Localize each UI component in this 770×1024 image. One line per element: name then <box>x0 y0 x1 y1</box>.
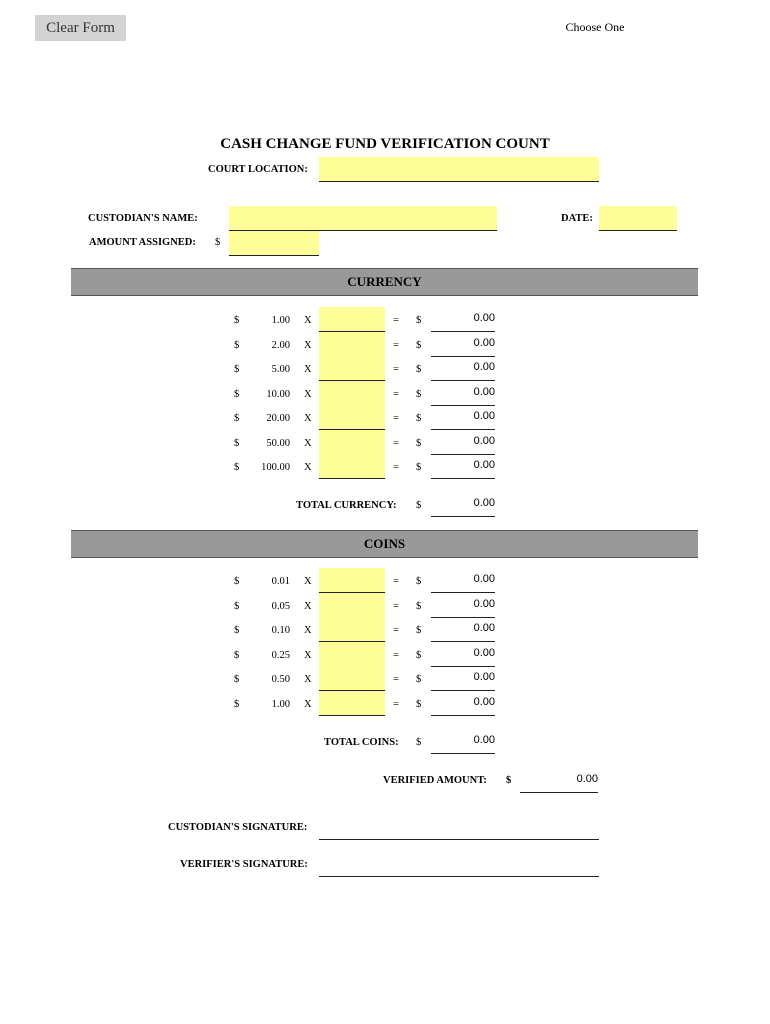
row-dollar: $ <box>234 625 240 636</box>
denomination: 10.00 <box>266 388 290 400</box>
denomination: 1.00 <box>271 315 290 326</box>
equals-sign: = <box>393 625 399 636</box>
count-input[interactable] <box>319 666 385 691</box>
total-coins-value: 0.00 <box>431 734 495 754</box>
equals-sign: = <box>393 413 399 424</box>
count-input[interactable] <box>319 568 385 593</box>
equals-sign: = <box>393 698 399 710</box>
row-dollar: $ <box>234 698 240 710</box>
denomination: 50.00 <box>266 437 290 449</box>
clear-form-button[interactable]: Clear Form <box>35 15 126 41</box>
verified-amount-dollar: $ <box>506 775 512 786</box>
count-input[interactable] <box>319 617 385 642</box>
multiply-sign: X <box>304 388 312 400</box>
date-label: DATE: <box>561 213 593 224</box>
equals-sign: = <box>393 600 399 612</box>
multiply-sign: X <box>304 600 312 612</box>
total-currency-value: 0.00 <box>431 497 495 517</box>
row-total: 0.00 <box>431 361 495 381</box>
custodian-name-label: CUSTODIAN'S NAME: <box>88 213 198 224</box>
total-currency-label: TOTAL CURRENCY: <box>296 500 397 511</box>
verifier-signature-label: VERIFIER'S SIGNATURE: <box>180 859 308 870</box>
coins-section-header: COINS <box>71 530 698 558</box>
verified-amount-value: 0.00 <box>520 773 598 793</box>
row-dollar: $ <box>234 364 240 375</box>
denomination: 100.00 <box>261 462 290 473</box>
row-total: 0.00 <box>431 312 495 332</box>
total-dollar: $ <box>416 388 422 400</box>
count-input[interactable] <box>319 593 385 618</box>
multiply-sign: X <box>304 413 312 424</box>
row-dollar: $ <box>234 388 240 400</box>
equals-sign: = <box>393 649 399 661</box>
total-currency-dollar: $ <box>416 500 422 511</box>
currency-section-header: CURRENCY <box>71 268 698 296</box>
multiply-sign: X <box>304 576 312 587</box>
count-input[interactable] <box>319 381 385 406</box>
total-dollar: $ <box>416 600 422 612</box>
row-dollar: $ <box>234 600 240 612</box>
multiply-sign: X <box>304 315 312 326</box>
multiply-sign: X <box>304 462 312 473</box>
row-dollar: $ <box>234 674 240 685</box>
row-total: 0.00 <box>431 337 495 357</box>
total-coins-label: TOTAL COINS: <box>324 737 399 748</box>
amount-assigned-dollar: $ <box>215 237 221 248</box>
row-dollar: $ <box>234 576 240 587</box>
equals-sign: = <box>393 576 399 587</box>
total-dollar: $ <box>416 462 422 473</box>
row-total: 0.00 <box>431 622 495 642</box>
count-input[interactable] <box>319 405 385 430</box>
row-total: 0.00 <box>431 386 495 406</box>
count-input[interactable] <box>319 691 385 716</box>
multiply-sign: X <box>304 625 312 636</box>
count-input[interactable] <box>319 332 385 357</box>
denomination: 0.01 <box>271 576 290 587</box>
verifier-signature-line[interactable] <box>319 859 599 877</box>
denomination: 20.00 <box>266 413 290 424</box>
choose-one-dropdown[interactable]: Choose One <box>565 20 625 34</box>
row-dollar: $ <box>234 462 240 473</box>
total-dollar: $ <box>416 413 422 424</box>
denomination: 0.05 <box>271 600 290 612</box>
total-dollar: $ <box>416 364 422 375</box>
count-input[interactable] <box>319 642 385 667</box>
row-total: 0.00 <box>431 410 495 430</box>
multiply-sign: X <box>304 364 312 375</box>
denomination: 1.00 <box>271 698 290 710</box>
equals-sign: = <box>393 339 399 351</box>
row-dollar: $ <box>234 649 240 661</box>
total-dollar: $ <box>416 339 422 351</box>
custodian-signature-line[interactable] <box>319 822 599 840</box>
verified-amount-label: VERIFIED AMOUNT: <box>383 775 487 786</box>
count-input[interactable] <box>319 356 385 381</box>
row-total: 0.00 <box>431 598 495 618</box>
total-dollar: $ <box>416 698 422 710</box>
total-dollar: $ <box>416 576 422 587</box>
row-total: 0.00 <box>431 459 495 479</box>
equals-sign: = <box>393 388 399 400</box>
denomination: 0.25 <box>271 649 290 661</box>
denomination: 0.50 <box>271 674 290 685</box>
row-dollar: $ <box>234 437 240 449</box>
equals-sign: = <box>393 674 399 685</box>
count-input[interactable] <box>319 430 385 455</box>
custodian-name-field[interactable] <box>229 206 497 231</box>
multiply-sign: X <box>304 698 312 710</box>
court-location-label: COURT LOCATION: <box>208 164 308 175</box>
form-title: CASH CHANGE FUND VERIFICATION COUNT <box>220 136 550 152</box>
custodian-signature-label: CUSTODIAN'S SIGNATURE: <box>168 822 308 833</box>
row-total: 0.00 <box>431 573 495 593</box>
row-total: 0.00 <box>431 647 495 667</box>
total-dollar: $ <box>416 674 422 685</box>
denomination: 5.00 <box>271 364 290 375</box>
row-total: 0.00 <box>431 671 495 691</box>
row-total: 0.00 <box>431 696 495 716</box>
row-dollar: $ <box>234 413 240 424</box>
equals-sign: = <box>393 437 399 449</box>
count-input[interactable] <box>319 454 385 479</box>
amount-assigned-label: AMOUNT ASSIGNED: <box>89 237 196 248</box>
multiply-sign: X <box>304 339 312 351</box>
multiply-sign: X <box>304 674 312 685</box>
total-coins-dollar: $ <box>416 737 422 748</box>
count-input[interactable] <box>319 307 385 332</box>
multiply-sign: X <box>304 437 312 449</box>
denomination: 0.10 <box>271 625 290 636</box>
amount-assigned-field[interactable] <box>229 231 319 256</box>
total-dollar: $ <box>416 315 422 326</box>
equals-sign: = <box>393 462 399 473</box>
court-location-field[interactable] <box>319 157 599 182</box>
denomination: 2.00 <box>271 339 290 351</box>
row-dollar: $ <box>234 339 240 351</box>
total-dollar: $ <box>416 437 422 449</box>
row-total: 0.00 <box>431 435 495 455</box>
equals-sign: = <box>393 315 399 326</box>
date-field[interactable] <box>599 206 677 231</box>
equals-sign: = <box>393 364 399 375</box>
multiply-sign: X <box>304 649 312 661</box>
row-dollar: $ <box>234 315 240 326</box>
total-dollar: $ <box>416 625 422 636</box>
total-dollar: $ <box>416 649 422 661</box>
